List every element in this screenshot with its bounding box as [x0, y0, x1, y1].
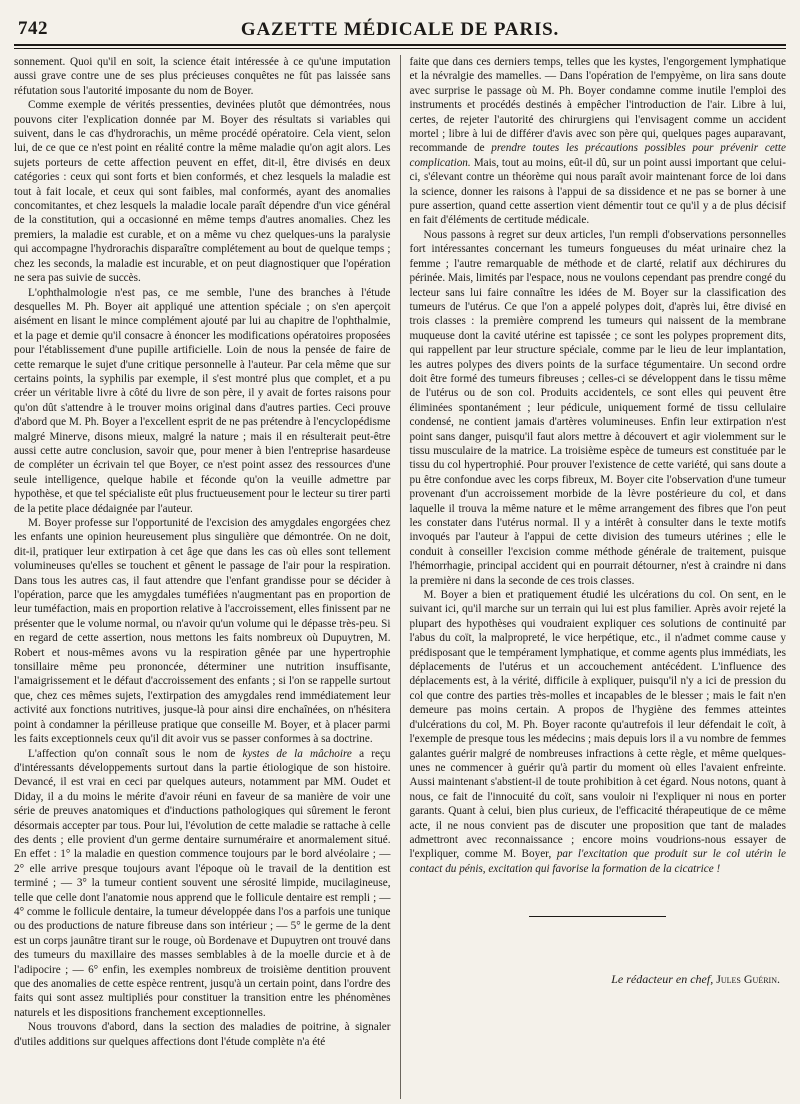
paragraph: sonnement. Quoi qu'il en soit, la science était intéressée à ce qu'une imputation aussi grave contre une de ses plus précieuses conquêtes ne fût pas laissée sans réfutation sous l'autorité imposante du nom de Boyer.	[14, 56, 391, 97]
text-run: M. Boyer a bien et pratiquement étudié les ulcérations du col. On sent, en le suivant ici, qu'il marche sur un terrain qui lui est plus familier. Après avoir rejeté la plupart des hypothèses qui voudraient expliquer ces solutions de continuité par l'abus du coït, la malpropreté, le vice herpétique, etc., il n'admet comme cause y prédisposant que le tempérament lymphatique, et comme agents plus immédiats, les déplacements de l'utérus et un accouchement antécédent. L'influence des déplacements est, à la vérité, difficile à expliquer, puisqu'il n'y a ici de pression du col que contre des parties très-molles et incapables de le blesser ; mais le fait n'en demeure pas moins certain. A propos de l'hygiène des femmes atteintes d'ulcérations du col, M. Ph. Boyer raconte qu'autrefois il leur défendait le coït, à l'exemple de presque tous les médecins ; mais depuis lors il a vu nombre de femmes galantes guérir malgré de nombreuses infractions à cette règle, et même quelques-unes ne commencer à guérir qu'à partir du moment où elles l'avaient enfreinte. Aussi maintenant s'abstient-il de toute prohibition à cet égard. Nous notons, quant à nous, ce fait de l'innocuité du coït, sans vouloir ni l'expliquer ni nous en porter garants. Quant à celui, bien plus curieux, de l'efficacité thérapeutique de ce même acte, il ne nous convient pas de discuter une proposition que tant de malades admettront avec reconnaissance ; encore moins voudrions-nous essayer de l'expliquer, comme M. Boyer,	[409, 589, 786, 861]
column-divider	[400, 55, 401, 1099]
paragraph	[14, 747, 391, 1021]
article-columns	[14, 55, 786, 1099]
section-separator	[409, 876, 786, 972]
page-header	[14, 16, 786, 46]
paragraph: Nous trouvons d'abord, dans la section des maladies de poitrine, à signaler d'utiles additions sur quelques affections dont l'étude complète n'a été	[14, 1021, 391, 1048]
page-number: 742	[18, 18, 48, 39]
journal-title: GAZETTE MÉDICALE DE PARIS.	[240, 19, 560, 40]
paragraph: M. Boyer professe sur l'opportunité de l'excision des amygdales engorgées chez les enfants une opinion heureusement plus singulière que démontrée. On ne doit, dit-il, pratiquer leur extirpation à cet âge que dans les cas où elles sont tellement volumineuses qu'elles se touchent et gênent le passage de l'air pour la respiration. Dans tous les autres cas, il faut attendre que l'enfant grandisse pour se décider à l'opération, parce que les amygdales tuméfiées n'augmentant pas en proportion de leur tuméfaction, mais en proportion relative à l'accroissement, elles finissent par ne présenter que le volume normal, ou n'avoir qu'un volume qui le dépasse très-peu. Si en regard de cette assertion, nous mettons les faits nombreux où Dupuytren, M. Robert et nous-mêmes avons vu la respiration gênée par une hypertrophie tonsillaire même peu prononcée, déterminer une nutrition insuffisante, l'amaigrissement et le défaut d'accroissement des enfants ; si l'on se rappelle surtout que, chez ces mêmes sujets, l'extirpation des amygdales rend immédiatement leur activité aux fonctions nutritives, jusque-là pour ainsi dire enchaînées, on n'hésitera point à condamner la périlleuse pratique que conseille M. Boyer, et à placer parmi les faits exceptionnels ceux qu'il dit avoir vus se passer conformes à sa doctrine.	[14, 517, 391, 746]
text-run: a reçu d'intéressants développements surtout dans la partie étiologique de son histoire. Devancé, il est vrai en ceci par quelques auteurs, notamment par MM. Oudet et Diday, il a du moins le mérite d'avoir réuni en faveur de sa manière de voir une série de preuves anatomiques et d'inductions pathologiques qui sûrement le feront désormais accepter par tous. Pour lui, l'évolution de cette maladie se rattache à celle des dents ; elle provient d'un germe dentaire surnuméraire et anormalement situé. En effet : 1° la maladie en question commence toujours par le bord alvéolaire ; — 2° elle arrive presque toujours avant l'époque où le travail de la dentition est terminé ; — 3° la tumeur contient souvent une sérosité limpide, mucilagineuse, telle que celle dont l'anatomie nous apprend que le follicule dentaire est rempli ; — 4° comme le follicule dentaire, la tumeur développée dans l'os a parfois une tunique ou des productions de nature fibreuse dans son intérieur ; — 5° le germe de la dent est un corps jaunâtre tirant sur le rouge, où Bordenave et Dupuytren ont trouvé dans des tumeurs du maxillaire des masses semblables à de la moelle durcie et à de l'adipocire ; — 6° enfin, les exemples nombreux de troisième dentition prouvent que des anomalies de cette espèce rentrent, jusqu'à un certain point, dans l'ordre des faits qui sont assez multipliés pour constituer la transition entre les phénomènes naturels et les dispositions franchement exceptionnelles.	[14, 747, 391, 1019]
header-rule	[14, 48, 786, 49]
left-column	[14, 55, 391, 1099]
italic-term: kystes de la mâchoire	[242, 747, 352, 760]
separator-rule	[529, 916, 666, 917]
signature-prefix: Le rédacteur en chef,	[611, 972, 717, 987]
paragraph	[409, 55, 786, 228]
signature-name: Jules Guérin.	[716, 972, 780, 987]
paragraph: Nous passons à regret sur deux articles, l'un rempli d'observations personnelles fort intéressantes concernant les tumeurs fongueuses du méat urinaire chez la femme ; l'autre remarquable de méthode et de clarté, relatif aux déchirures du périnée. Mais, limités par l'espace, nous ne voulons cependant pas prendre congé du lecteur sans lui faire connaître les idées de M. Boyer sur la classification des tumeurs de l'utérus. Ce que l'on a appelé polypes doit, d'après lui, être divisé en trois classes : la première comprend les tumeurs qui naissent de la membrane muqueuse dont la cavité utérine est tapissée ; ce sont les polypes proprement dits, qui rappellent par leur structure spéciale, comme par le lieu de leur implantation, les autres polypes des divers points de la surface tégumentaire. Un second ordre doit être formé des tumeurs fibreuses ; celles-ci se développent dans le tissu même de l'utérus ou de son col. Produits accidentels, ce sont elles qui peuvent être éliminées spontanément ; leur pédicule, uniquement formé de tissu cellulaire condensé, ne contient jamais d'artères volumineuses. Enfin leur extirpation n'est point sans danger, puisqu'il faut alors mettre à découvert et agir violemment sur le tissu musculaire de la matrice. La troisième espèce de tumeurs est constituée par le tissu du col hypertrophié. Pour prouver l'existence de cette variété, qui sans doute a pu être confondue avec les corps fibreux, M. Boyer cite l'observation d'une tumeur provenant d'un accroissement morbide de la lèvre postérieure du col, et dans laquelle il trouva la même nature et le même arrangement des fibres que l'on peut les constater dans l'utérus normal. Il y a intérêt à consulter dans le texte motifs invoqués par l'auteur à l'appui de cette division des tumeurs utérines ; elle le conduit à conseiller l'excision comme méthode générale de traitement, puisque l'hémorrhagie, principal accident qui en pourrait détourner, n'est à craindre ni dans la première ni dans la seconde de ces trois classes.	[409, 228, 786, 587]
text-run: L'affection qu'on connaît sous le nom de	[28, 747, 243, 760]
paragraph: Comme exemple de vérités pressenties, devinées plutôt que démontrées, nous pouvons citer l'explication donnée par M. Boyer des résultats si variables qui suivent, dans le cas d'hydrorachis, un même procédé opératoire. Cela vient, selon lui, de ce que ce n'est point en réalité contre la même maladie qu'on agit alors. Les sujets porteurs de cette affection peuvent en effet, dit-il, être divisés en deux catégories : ceux qui sont forts et bien conformés, et chez lesquels la maladie est tout à fait locale, et ceux qui sont faibles, mal conformés, ayant des anomalies concomitantes, et chez lesquels la maladie locale paraît dépendre d'un vice général de la constitution, qui a occasionné en même temps d'autres anomalies. Chez les premiers, la maladie est curable, et on a même vu chez quelques-uns la paralysie qui accompagne l'hydrorachis disparaître complétement au bout de quelque temps ; chez les seconds, la maladie est incurable, et on peut diagnostiquer que l'opération ne sera pas suivie de succès.	[14, 99, 391, 285]
italic-quote: par l'excitation que produit sur le col utérin le contact du pénis, excitation qui favorise la formation de la cicatrice !	[409, 848, 786, 875]
paragraph: L'ophthalmologie n'est pas, ce me semble, l'une des branches à l'étude desquelles M. Ph. Boyer ait appliqué une attention spéciale ; on s'en aperçoit aisément en lisant le mince complément ajouté par lui au chapitre de l'ophthalmie, et la page et demie qu'il consacre à énoncer les modifications opératoires proposées pour l'établissement d'une pupille artificielle. Loin de nous la pensée de faire de cette remarque le sujet d'une critique personnelle à l'auteur. Par cela même que sur certains points, la syphilis par exemple, il s'est montré plus que complet, et a pu créer un véritable livre à côté du livre de son père, il y avait de fortes raisons pour qu'on dût s'attendre à le trouver moins original dans d'autres parties. Ceci prouve d'abord que M. Ph. Boyer a l'excellent esprit de ne pas prétendre à l'encyclopédisme malgré Minerve, disons mieux, malgré la nature ; mais il en résulterait peut-être aussi cette autre conclusion, savoir que, pour mener à bien l'entreprise hasardeuse de compléter un écrivain tel que Boyer, ce n'est point assez des ressources d'une seule intelligence, quelque habile et féconde qu'on la veuille admettre par hypothèse, et que tel spécialiste eût plus fructueusement pour le lecteur su tirer parti de la petite place dédaignée par l'auteur.	[14, 286, 391, 515]
paragraph	[409, 588, 786, 876]
text-run: Mais, tout au moins, eût-il dû, sur un point aussi important que celui-ci, s'élevant contre un théorème qui nous paraît avoir maintenant force de loi dans la science, donner les raisons à l'appui de sa dissidence et ne pas se borner à une pure assertion, quand cette assertion vient démentir tout ce qu'il y a de plus décisif en fait d'éléments de certitude médicale.	[409, 156, 786, 227]
italic-quote: prendre toutes les précautions possibles pour prévenir cette complication.	[409, 142, 786, 169]
text-run: faite que dans ces derniers temps, telles que les kystes, l'engorgement lymphatique et la névralgie des mamelles. — Dans l'opération de l'empyème, on lira sans doute avec surprise le passage où M. Ph. Boyer condamne comme inutile l'emploi des instruments et procédés destinés à empêcher l'introduction de l'air. Libre à lui, certes, de rejeter l'autorité des chirurgiens qui l'envisagent comme un accident mortel ; libre à lui de différer d'avis avec son père qui, quelques pages auparavant, recommande de	[409, 56, 786, 155]
editor-signature	[409, 972, 786, 987]
right-column	[409, 55, 786, 1099]
